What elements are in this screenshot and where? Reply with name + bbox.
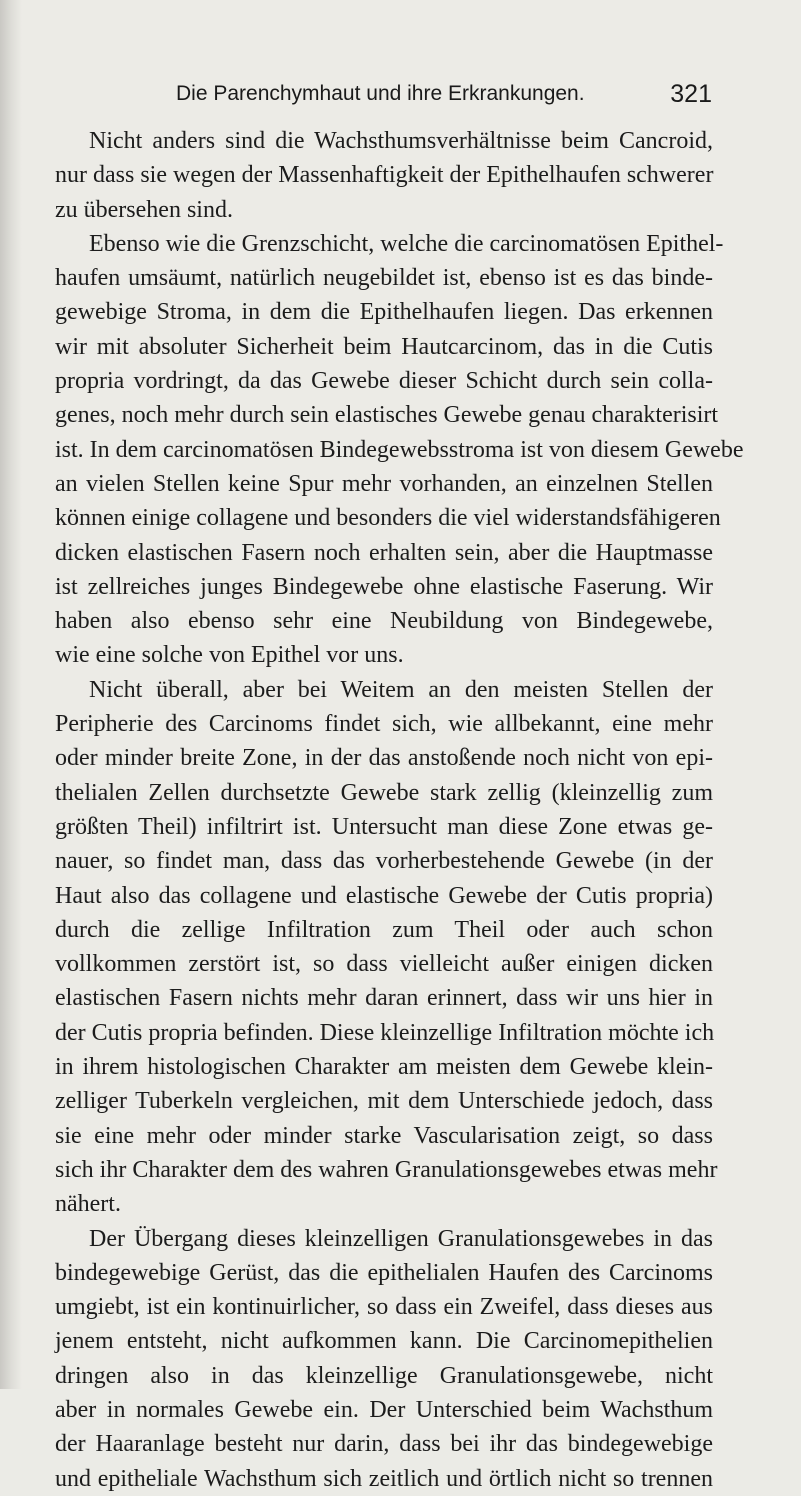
text-line: Nicht anders sind die Wachsthumsverhältnisse beim Cancroid,	[89, 128, 713, 154]
text-line: wie eine solche von Epithel vor uns.	[55, 642, 404, 669]
text-line: Haut also das collagene und elastische Gewebe der Cutis propria)	[55, 882, 713, 909]
text-line: zu übersehen sind.	[55, 196, 233, 223]
text-line: größten Theil) infiltrirt ist. Untersucht man diese Zone etwas ge-	[55, 813, 713, 840]
text-line: ist zellreiches junges Bindegewebe ohne elastische Faserung. Wir	[55, 573, 713, 600]
text-line: der Cutis propria befinden. Diese kleinzellige Infiltration möchte ich	[55, 1019, 715, 1046]
text-line: nähert.	[55, 1191, 121, 1218]
running-header-title: Die Parenchymhaut und ihre Erkrankungen.	[176, 82, 585, 105]
page-gutter-shadow	[0, 0, 22, 1389]
text-line: nauer, so findet man, dass das vorherbestehende Gewebe (in der	[55, 848, 713, 875]
text-line: der Haaranlage besteht nur darin, dass bei ihr das bindegewebige	[55, 1431, 713, 1458]
text-line: nur dass sie wegen der Massenhaftigkeit der Epithelhaufen schwerer	[55, 162, 714, 189]
text-line: oder minder breite Zone, in der das anstoßende noch nicht von epi-	[55, 745, 713, 772]
text-line: elastischen Fasern nichts mehr daran erinnert, dass wir uns hier in	[55, 985, 713, 1012]
text-line: propria vordringt, da das Gewebe dieser Schicht durch sein colla-	[55, 368, 713, 395]
text-line: können einige collagene und besonders die viel widerstandsfähigeren	[55, 505, 721, 532]
text-line: Peripherie des Carcinoms findet sich, wie allbekannt, eine mehr	[55, 711, 713, 738]
text-line: zelliger Tuberkeln vergleichen, mit dem Unterschiede jedoch, dass	[55, 1088, 713, 1115]
text-line: aber in normales Gewebe ein. Der Unterschied beim Wachsthum	[55, 1396, 713, 1423]
text-line: haufen umsäumt, natürlich neugebildet ist, ebenso ist es das binde-	[55, 265, 713, 292]
text-line: jenem entsteht, nicht aufkommen kann. Die Carcinomepithelien	[55, 1328, 713, 1355]
text-line: umgiebt, ist ein kontinuirlicher, so dass ein Zweifel, dass dieses aus	[55, 1294, 713, 1321]
text-line: dringen also in das kleinzellige Granulationsgewebe, nicht	[55, 1362, 713, 1389]
running-header	[176, 82, 712, 114]
text-line: Ebenso wie die Grenzschicht, welche die carcinomatösen Epithel-	[89, 230, 724, 257]
text-line: gewebige Stroma, in dem die Epithelhaufen liegen. Das erkennen	[55, 299, 713, 326]
text-line: an vielen Stellen keine Spur mehr vorhanden, an einzelnen Stellen	[55, 470, 713, 497]
text-line: durch die zellige Infiltration zum Theil oder auch schon	[55, 916, 713, 943]
text-line: in ihrem histologischen Charakter am meisten dem Gewebe klein-	[55, 1054, 713, 1081]
text-line: sie eine mehr oder minder starke Vascularisation zeigt, so dass	[55, 1122, 713, 1149]
text-line: genes, noch mehr durch sein elastisches Gewebe genau charakterisirt	[55, 402, 719, 429]
text-line: wir mit absoluter Sicherheit beim Hautcarcinom, das in die Cutis	[55, 333, 713, 360]
text-line: Der Übergang dieses kleinzelligen Granulationsgewebes in das	[89, 1225, 713, 1252]
text-line: sich ihr Charakter dem des wahren Granulationsgewebes etwas mehr	[55, 1156, 718, 1183]
text-line: dicken elastischen Fasern noch erhalten sein, aber die Hauptmasse	[55, 539, 713, 566]
body-text	[55, 124, 744, 1496]
text-line: haben also ebenso sehr eine Neubildung von Bindegewebe,	[55, 608, 713, 635]
text-line: vollkommen zerstört ist, so dass vielleicht außer einigen dicken	[55, 951, 713, 978]
text-line: Nicht überall, aber bei Weitem an den meisten Stellen der	[89, 676, 713, 703]
page-number: 321	[670, 80, 712, 108]
text-line: bindegewebige Gerüst, das die epithelialen Haufen des Carcinoms	[55, 1259, 713, 1286]
text-line: und epitheliale Wachsthum sich zeitlich und örtlich nicht so trennen	[55, 1465, 713, 1492]
text-line: thelialen Zellen durchsetzte Gewebe stark zellig (kleinzellig zum	[55, 779, 713, 806]
text-line: ist. In dem carcinomatösen Bindegewebsstroma ist von diesem Gewebe	[55, 436, 744, 463]
